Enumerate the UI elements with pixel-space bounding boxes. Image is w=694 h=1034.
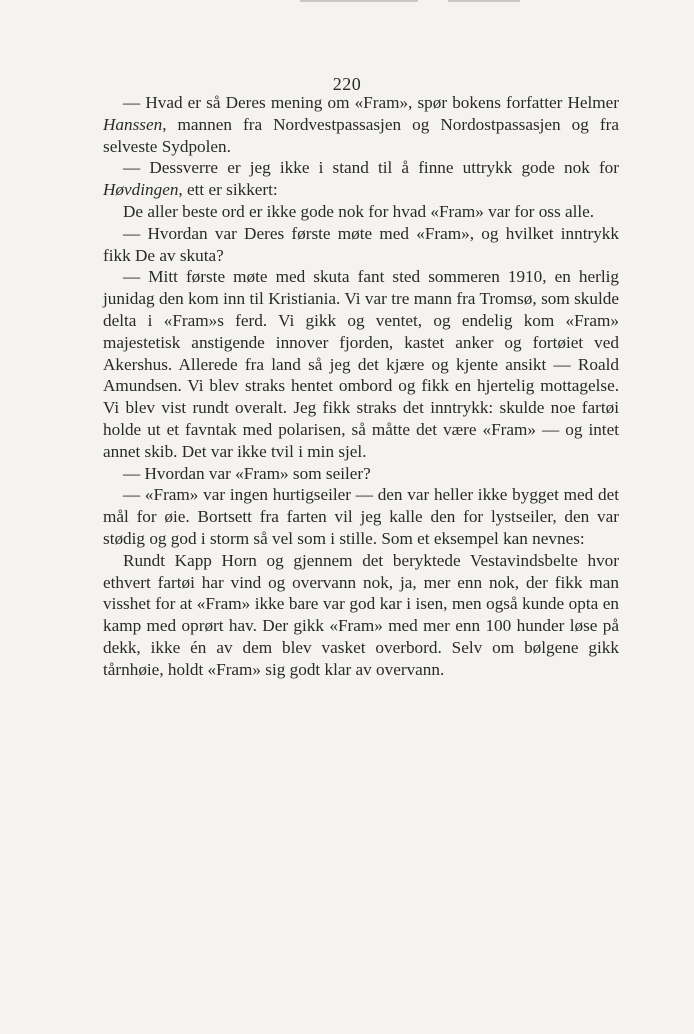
scan-edge-mark [448, 0, 520, 2]
paragraph: — Hvordan var «Fram» som seiler? [123, 463, 371, 483]
emphasis-name: Høvdingen [103, 180, 179, 200]
paragraph: Rundt Kapp Horn og gjennem det beryktede Vestavindsbelte hvor ethvert fartøi har vind og overvann nok, ja, mer enn nok, der fikk man visshet for at «Fram» ikke bare var god kar i isen, men også kunde opta en kamp med oprørt hav. Der gikk «Fram» med mer enn 100 hunder løse på dekk, ikke én av dem blev vasket overbord. Selv om bølgene gikk tårnhøie, holdt «Fram» sig godt klar av overvann. [103, 550, 619, 679]
paragraph: — Dessverre er jeg ikke i stand til å finne uttrykk gode nok for Høvdingen, ett er sikkert: [103, 158, 619, 200]
scan-edge-mark [300, 0, 418, 2]
emphasis-name: Hanssen [103, 114, 163, 134]
paragraph: De aller beste ord er ikke gode nok for hvad «Fram» var for oss alle. [123, 201, 595, 221]
paragraph: — «Fram» var ingen hurtigseiler — den var heller ikke bygget med det mål for øie. Bortsett fra farten vil jeg kalle den for lystseiler, den var stødig og god i storm så vel som i stille. Som et eksempel kan nevnes: [103, 485, 619, 548]
paragraph: — Hvordan var Deres første møte med «Fram», og hvilket inntrykk fikk De av skuta? [103, 223, 619, 265]
page-number: 220 [332, 74, 362, 94]
body-text [103, 92, 619, 681]
paragraph: — Mitt første møte med skuta fant sted sommeren 1910, en herlig junidag den kom inn til Kristiania. Vi var tre mann fra Tromsø, som skulde delta i «Fram»s ferd. Vi gikk og ventet, og endelig kom «Fram» majestetisk anstigende innover fjorden, kastet anker og fortøiet ved Akershus. Allerede fra land så jeg det kjære og kjente ansikt — Roald Amundsen. Vi blev straks hentet ombord og fikk en hjertelig mottagelse. Vi blev vist rundt overalt. Jeg fikk straks det inntrykk: skulde noe fartøi holde ut et favntak med polarisen, så måtte det være «Fram» — og intet annet skib. Det var ikke tvil i min sjel. [103, 267, 619, 461]
paragraph: — Hvad er så Deres mening om «Fram», spør bokens forfatter Helmer Hanssen, mannen fra Nordvestpassasjen og Nordostpassasjen og fra selveste Sydpolen. [103, 93, 619, 156]
